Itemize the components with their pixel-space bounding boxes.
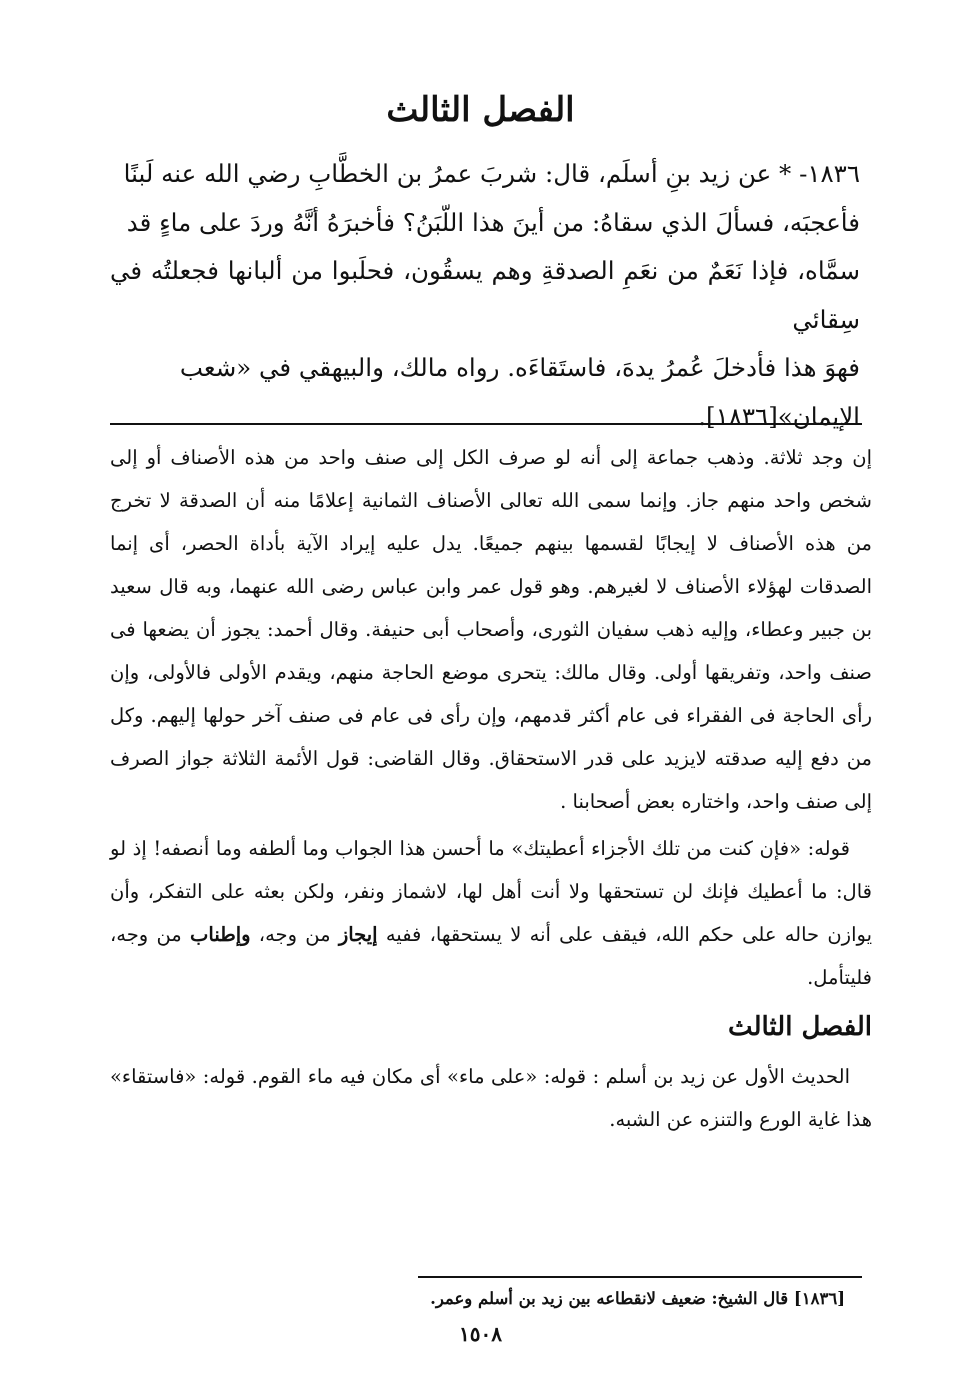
- commentary-paragraph: الحديث الأول عن زيد بن أسلم : قوله: «على ماء» أى مكان فيه ماء القوم. قوله: «فاستقاء» هذا غاية الورع والتنزه عن الشبه.: [110, 1065, 872, 1131]
- hadith-line: فأعجبَه، فسألَ الذي سقاهُ: من أينَ هذا اللّبَنُ؟ فأخبرَهُ أنَّهُ وردَ على ماءٍ قد: [126, 207, 860, 237]
- hadith-line: الإيمان»[١٨٣٦].: [698, 401, 860, 431]
- commentary-bold-term: وإطناب: [190, 923, 251, 946]
- footnote: [١٨٣٦] قال الشيخ: ضعيف لانقطاعه بين زيد بن أسلم وعمر.: [430, 1289, 845, 1308]
- commentary-text: من وجه،: [250, 923, 339, 946]
- footnote-divider: [418, 1276, 862, 1278]
- hadith-text: [110, 150, 860, 441]
- hadith-line: ١٨٣٦- * عن زيد بنِ أسلَم، قال: شربَ عمرُ بن الخطَّابِ رضي الله عنه لَبنًا: [123, 159, 860, 188]
- section-divider: [110, 423, 862, 425]
- commentary-paragraph: [110, 827, 872, 999]
- commentary-bold-term: إيجاز: [338, 923, 378, 946]
- commentary-text: من وجه، فليتأمل.: [110, 923, 872, 989]
- commentary-text: قوله: «فإن كنت من تلك الأجزاء أعطيتك» ما أحسن هذا الجواب وما ألطفه وما أنصفه! إذ لو قال: ما أعطيك فإنك لن تستحقها ولا أنت أهل لها، لاشماز ونفر، ولكن بعثه على التفكر، وأن يوازن حاله على حكم الله، فيقف على أنه لا يستحقها، ففيه: [110, 837, 873, 946]
- hadith-line: سمَّاه، فإذا نَعَمٌ من نعَمِ الصدقةِ وهم يسقُون، فحلَبوا من ألبانها فجعلتُه في سِقائي: [110, 256, 860, 334]
- commentary-subheading: الفصل الثالث: [728, 1012, 872, 1042]
- page-number: ١٥٠٨: [459, 1322, 502, 1346]
- hadith-line: فهوَ هذا فأدخلَ عُمرُ يدهَ، فاستَقاءَه. رواه مالك، والبيهقي في «شعب: [179, 353, 860, 382]
- chapter-heading: الفصل الثالث: [386, 90, 575, 130]
- commentary: [110, 436, 872, 1141]
- commentary-paragraph: إن وجد ثلاثة. وذهب جماعة إلى أنه لو صرف الكل إلى صنف واحد من هذه الأصناف أو إلى شخص واحد منهم جاز. وإنما سمى الله تعالى الأصناف الثمانية إعلامًا منه أن الصدقة لا تخرج من هذه الأصناف لا إيجابًا لقسمها بينهم جميعًا. يدل عليه إيراد الآية بأداة الحصر، أى إنما الصدقات لهؤلاء الأصناف لا لغيرهم. وهو قول عمر وابن عباس رضى الله عنهما، وبه قال سعيد بن جبير وعطاء، وإليه ذهب سفيان الثورى، وأصحاب أبى حنيفة. وقال أحمد: يجوز أن يضعها فى صنف واحد، وتفريقها أولى. وقال مالك: يتحرى موضع الحاجة منهم، ويقدم الأولى فالأولى، وإن رأى الحاجة فى الفقراء فى عام أكثر قدمهم، وإن رأى فى عام فى صنف آخر حولها إليهم. وكل من دفع إليه صدقته لايزيد على قدر الاستحقاق. وقال القاضى: قول الأئمة الثلاثة جواز الصرف إلى صنف واحد، واختاره بعض أصحابنا .: [110, 446, 872, 813]
